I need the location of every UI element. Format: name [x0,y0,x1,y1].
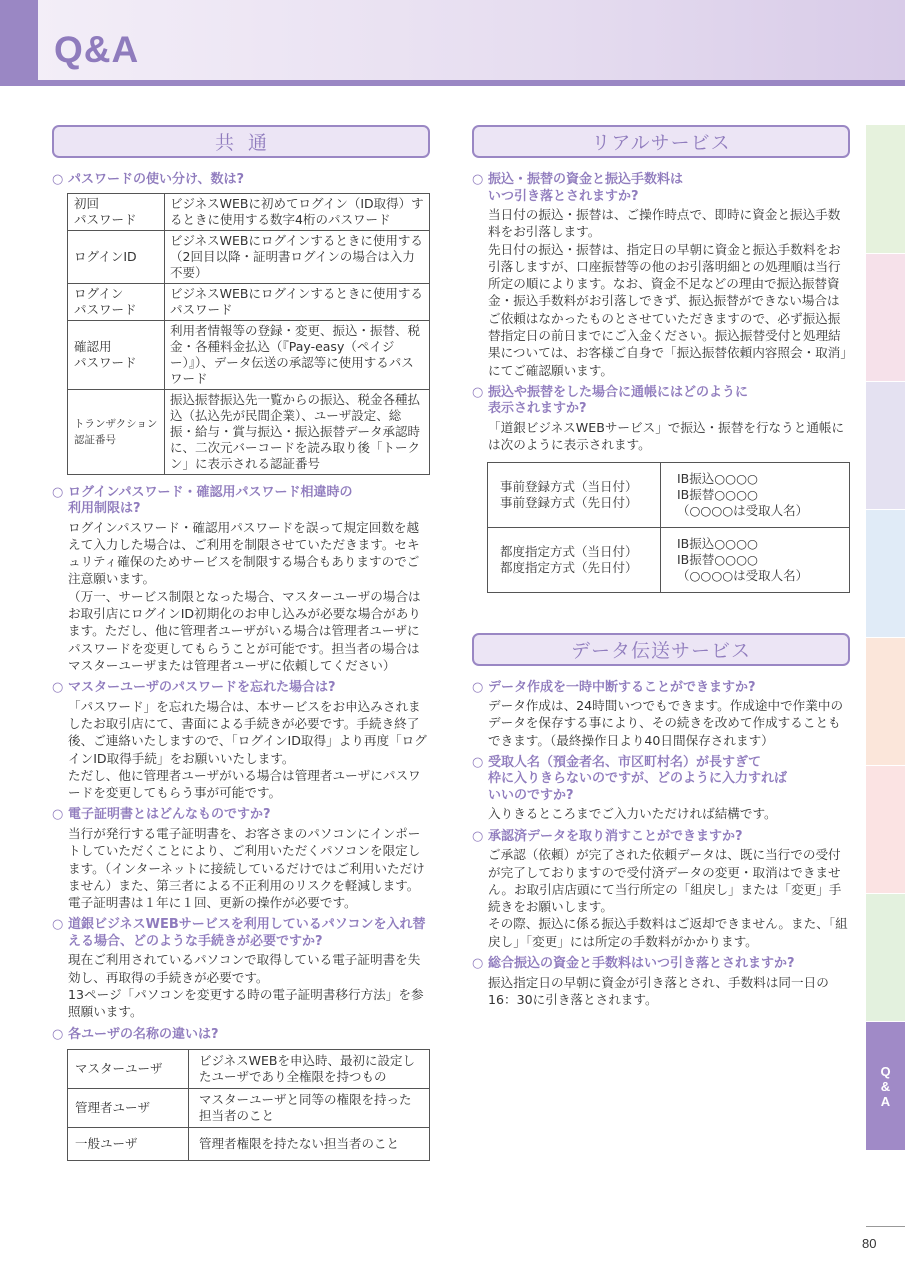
qa-item [472,385,850,593]
table-key-cell: 事前登録方式（当日付） 事前登録方式（先日付） [488,462,661,527]
answer [488,697,850,749]
qa-item [472,829,850,950]
passbook-display-table [487,462,850,593]
answer [488,419,850,454]
question-bullet-icon: ○ [472,754,484,770]
answer-paragraph: 先日付の振込・振替は、指定日の早朝に資金と振込手数料をお引落しますが、口座振替等の他のお引落明細との処理順は当行所定の順によります。なお、資金不足などの理由で振込振替資金・振込手数料がお引落しできず、振込振替ができない場合はご依頼はなかったものとさせていただきますので、必ず振込振替指定日の前日までにご入金ください。振込振替受付と処理結果については、お客様ご自身で「振込振替依頼内容照会・取消」にてご確認願います。 [488,241,847,378]
table-row [68,1089,430,1128]
qa-item [472,755,850,823]
question: ○ ログインパスワード・確認用パスワード相違時の 利用制限は? [52,484,353,516]
question-bullet-icon: ○ [472,679,484,695]
table-row [488,462,850,527]
table-row [68,283,430,320]
page-title: Q&A [54,29,140,70]
user-type-table [67,1049,430,1161]
left-column [52,125,430,1161]
question: ○ 受取人名（預金者名、市区町村名）が長すぎて 枠に入りきらないのですが、どのように入力すれば いいのですか? [472,754,788,803]
answer [488,974,850,1009]
table-row [68,1050,430,1089]
table-row [68,230,430,283]
qa-item [472,680,850,749]
table-key-cell: 都度指定方式（当日付） 都度指定方式（先日付） [488,527,661,592]
qa-item [52,485,430,675]
qa-item [472,172,850,379]
answer-paragraph: （万一、サービス制限となった場合、マスターユーザの場合はお取引店にログインID初期化のお申し込みが必要な場合があります。ただし、他に管理者ユーザがいる場合は管理者ユーザにパスワードを変更してもらうことが可能です。担当者の場合はマスターユーザまたは管理者ユーザに依頼してください） [68,588,421,673]
question: ○ パスワードの使い分け、数は? [52,172,245,187]
answer-paragraph: データ作成は、24時間いつでもできます。作成途中で作業中のデータを保存する事により、その続きを改めて作成することもできます。（最終操作日より40日間保存されます） [488,698,844,748]
answer-paragraph: ただし、他に管理者ユーザがいる場合は管理者ユーザにパスワードを変更してもらう事が可能です。 [68,767,421,801]
answer-paragraph: 「道銀ビジネスWEBサービス」で振込・振替を行なうと通帳には次のように表示されます。 [488,419,845,453]
table-row [488,527,850,592]
qa-item [52,917,430,1020]
answer-paragraph: 13ページ「パソコンを変更する時の電子証明書移行方法」を参照願います。 [68,987,424,1020]
table-row [68,320,430,389]
table-key-cell: 確認用 パスワード [68,320,165,389]
table-key-cell: 一般ユーザ [68,1128,189,1161]
answer [488,805,850,822]
right-column [472,125,850,1008]
question-bullet-icon: ○ [52,172,64,187]
question: ○ 各ユーザの名称の違いは? [52,1026,219,1042]
page-number-rule [866,1226,905,1227]
index-tab[interactable] [866,382,905,509]
table-key-cell: マスターユーザ [68,1050,189,1089]
password-table [67,193,430,475]
table-value-cell: ビジネスWEBを申込時、最初に設定したユーザであり全権限を持つもの [189,1050,430,1089]
table-row [68,389,430,474]
question-bullet-icon: ○ [472,956,484,972]
answer-paragraph: 振込指定日の早朝に資金が引き落とされ、手数料は同一日の16：30に引き落とされます。 [488,974,829,1007]
header-underline [38,80,905,86]
question: ○ データ作成を一時中断することができますか? [472,679,756,695]
table-key-cell: ログイン パスワード [68,283,165,320]
section-heading-real-service: リアルサービス [472,125,850,158]
qa-item [472,956,850,1008]
answer [68,698,430,802]
answer [68,951,430,1020]
table-value-cell: IB振込○○○○ IB振替○○○○ （○○○○は受取人名） [661,527,850,592]
question: ○ 電子証明書とはどんなものですか? [52,807,271,823]
answer [68,519,430,675]
answer-paragraph: 電子証明書は１年に１回、更新の操作が必要です。 [68,895,357,911]
index-tab[interactable] [866,125,905,253]
index-tab[interactable] [866,510,905,637]
question-bullet-icon: ○ [52,484,64,500]
question-bullet-icon: ○ [52,917,64,933]
question: ○ 道銀ビジネスWEBサービスを利用しているパソコンを入れ替える場合、どのような手続きが必要ですか? [52,917,426,949]
answer-paragraph: ご承認（依頼）が完了された依頼データは、既に当行での受付が完了しておりますので受付済データの変更・取消はできません。お取引店店頭にて当行所定の「組戻し」または「変更」手続きをお願いします。 [488,847,842,915]
table-value-cell: 管理者権限を持たない担当者のこと [189,1128,430,1161]
question: ○ 承認済データを取り消すことができますか? [472,828,743,844]
answer-paragraph: 「パスワード」を忘れた場合は、本サービスをお申込みされましたお取引店にて、書面による手続きが必要です。手続き終了後、ご連絡いたしますので、「ログインID取得」より再度「ログインID取得手続」をお願いいたします。 [68,698,427,766]
answer [488,846,850,950]
question-bullet-icon: ○ [472,172,484,187]
answer-paragraph: 当行が発行する電子証明書を、お客さまのパソコンにインポートしていただくことにより、ご利用いただくパソコンを限定します。（インターネットに接続しているだけではご利用いただけません）また、第三者による不正利用のリスクを軽減します。 [68,825,425,893]
question: ○ 総合振込の資金と手数料はいつ引き落とされますか? [472,956,795,972]
header-accent-stripe [0,0,38,86]
qa-item [52,807,430,911]
table-value-cell: ビジネスWEBにログインするときに使用する（2回目以降・証明書ログインの場合は入力不要） [165,230,430,283]
qa-item [52,680,430,801]
index-tab[interactable] [866,766,905,893]
qa-item [52,172,430,475]
answer-paragraph: 現在ご利用されているパソコンで取得している電子証明書を失効し、再取得の手続きが必要です。 [68,952,421,985]
table-key-cell: ログインID [68,230,165,283]
table-value-cell: 振込振替振込先一覧からの振込、税金各種払込（払込先が民間企業）、ユーザ設定、総振・給与・賞与振込・振込振替データ承認時に、二次元バーコードを読み取り後「トークン」に表示される認証番号 [165,389,430,474]
question-bullet-icon: ○ [472,828,484,844]
answer [488,206,850,379]
section-heading-common: 共通 [52,125,430,158]
qa-item [52,1027,430,1162]
index-tab[interactable] [866,894,905,1021]
question-bullet-icon: ○ [52,680,64,696]
question-bullet-icon: ○ [52,807,64,823]
table-value-cell: 利用者情報等の登録・変更、振込・振替、税金・各種料金払込（『Pay-easy（ペイジー）』）、データ伝送の承認等に使用するパスワード [165,320,430,389]
table-row [68,1128,430,1161]
answer-paragraph: その際、振込に係る振込手数料はご返却できません。また、「組戻し」「変更」には所定の手数料がかかります。 [488,916,848,949]
question: ○ 振込や振替をした場合に通帳にはどのように 表示されますか? [472,384,749,417]
answer-paragraph: 当日付の振込・振替は、ご操作時点で、即時に資金と振込手数料をお引落します。 [488,207,841,240]
page-number: 80 [862,1236,877,1251]
index-tab[interactable] [866,254,905,381]
question: ○ マスターユーザのパスワードを忘れた場合は? [52,680,336,696]
answer-paragraph: 入りきるところまでご入力いただければ結構です。 [488,806,777,822]
index-tab[interactable] [866,638,905,765]
index-tab-qa-label: Q & A [880,1064,891,1109]
table-value-cell: IB振込○○○○ IB振替○○○○ （○○○○は受取人名） [661,462,850,527]
table-key-cell: 初回 パスワード [68,193,165,230]
section-heading-data-transfer: データ伝送サービス [472,633,850,666]
table-value-cell: マスターユーザと同等の権限を持った担当者のこと [189,1089,430,1128]
question-bullet-icon: ○ [472,384,484,400]
table-value-cell: ビジネスWEBに初めてログイン（ID取得）するときに使用する数字4桁のパスワード [165,193,430,230]
table-value-cell: ビジネスWEBにログインするときに使用するパスワード [165,283,430,320]
table-row [68,193,430,230]
answer-paragraph: ログインパスワード・確認用パスワードを誤って規定回数を越えて入力した場合は、ご利用を制限させていただきます。セキュリティ確保のためサービスを制限する場合もありますのでご注意願います。 [68,519,420,587]
table-key-cell: 管理者ユーザ [68,1089,189,1128]
answer [68,825,430,911]
table-key-cell: トランザクション 認証番号 [68,389,165,474]
question-bullet-icon: ○ [52,1026,64,1042]
question: ○ 振込・振替の資金と振込手数料は いつ引き落とされますか? [472,172,684,204]
